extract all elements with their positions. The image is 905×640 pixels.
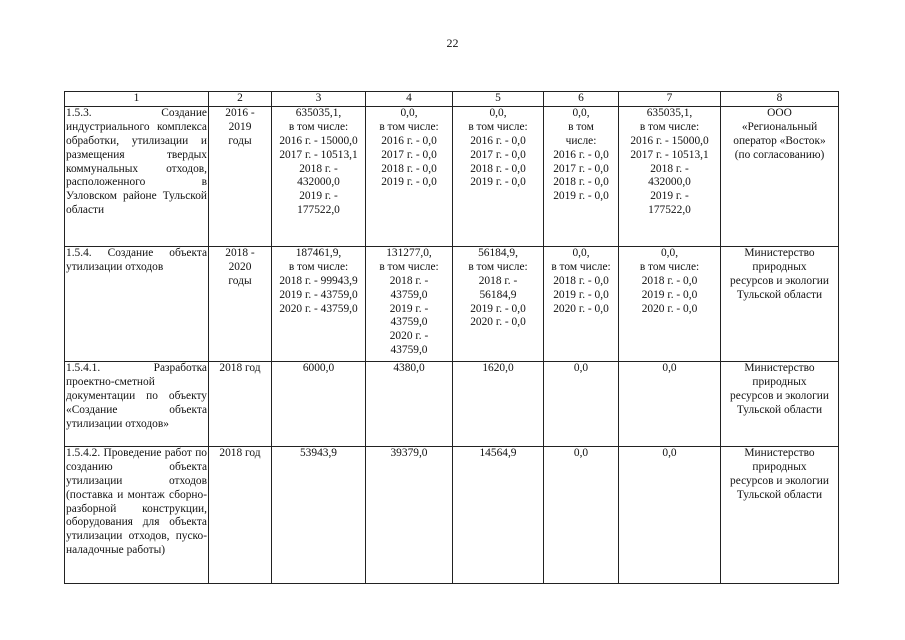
extrabudgetary-line: 2017 г. - 10513,1 [630,148,709,161]
federal-budget-line: 43759,0 [390,288,428,301]
total-funding-cell [272,361,366,446]
local-budget-cell [544,106,619,246]
federal-budget-cell [366,246,453,361]
local-budget-cell [544,361,619,446]
federal-budget-line: 2019 г. - 0,0 [381,176,437,189]
period-line: годы [228,134,252,147]
period-line: 2019 [228,120,252,133]
total-funding-line: 2016 г. - 15000,0 [279,134,358,147]
total-funding-cell [272,246,366,361]
total-funding-line: 2017 г. - 10513,1 [279,148,358,161]
federal-budget-line: 4380,0 [393,361,425,374]
federal-budget-line: 2018 г. - 0,0 [381,162,437,175]
responsible-executor-cell [721,446,839,583]
responsible-executor-line: ООО [767,106,792,119]
extrabudgetary-cell [619,361,721,446]
responsible-executor-line: Тульской области [736,288,823,301]
regional-budget-line: 2018 г. - 0,0 [470,162,526,175]
local-budget-line: 0,0, [572,246,590,259]
activity-description-line: 1.5.4.1. Разработка проектно-сметной документации по объекту «Создание объекта утилизации отходов» [66,361,207,430]
period-line: 2020 [228,260,252,273]
federal-budget-line: 131277,0, [386,246,432,259]
local-budget-line: в том [568,120,594,133]
local-budget-line: 0,0 [573,446,589,459]
local-budget-line: 2019 г. - 0,0 [553,288,609,301]
column-number-2: 2 [209,92,272,107]
federal-budget-cell [366,106,453,246]
total-funding-line: 2019 г. - [299,190,338,203]
table-body [65,106,839,583]
extrabudgetary-line: 2016 г. - 15000,0 [630,134,709,147]
responsible-executor-line: Министерство [744,246,815,259]
activity-description-line: 1.5.4. Создание объекта утилизации отходов [66,246,207,273]
regional-budget-line: в том числе: [468,120,528,133]
responsible-executor-line: Тульской области [736,403,823,416]
activity-description-cell [65,361,209,446]
local-budget-line: 2016 г. - 0,0 [553,148,609,161]
period-line: 2018 год [219,446,261,459]
regional-budget-line: в том числе: [468,260,528,273]
regional-budget-cell [453,361,544,446]
table-row [65,446,839,583]
federal-budget-line: 2016 г. - 0,0 [381,134,437,147]
activity-description-cell [65,106,209,246]
local-budget-line: числе: [565,134,597,147]
total-funding-line: 2018 г. - [299,162,338,175]
responsible-executor-line: природных [752,460,807,473]
extrabudgetary-line: 0,0, [660,246,679,259]
extrabudgetary-line: 2019 г. - [650,190,689,203]
local-budget-line: 0,0, [572,106,590,119]
local-budget-line: 2017 г. - 0,0 [553,162,609,175]
regional-budget-cell [453,246,544,361]
responsible-executor-line: Министерство [744,361,815,374]
responsible-executor-line: (по согласованию) [734,148,825,161]
federal-budget-line: в том числе: [379,120,439,133]
table-row [65,106,839,246]
activity-description-cell [65,446,209,583]
column-number-6: 6 [544,92,619,107]
local-budget-line: 2020 г. - 0,0 [553,302,609,315]
column-number-5: 5 [453,92,544,107]
extrabudgetary-line: 2020 г. - 0,0 [641,302,698,315]
responsible-executor-cell [721,246,839,361]
extrabudgetary-line: в том числе: [639,120,700,133]
extrabudgetary-line: 2019 г. - 0,0 [641,288,698,301]
local-budget-line: 2019 г. - 0,0 [553,190,609,203]
regional-budget-line: 56184,9 [479,288,517,301]
regional-budget-line: 2019 г. - 0,0 [470,176,526,189]
local-budget-line: в том числе: [551,260,611,273]
responsible-executor-line: природных [752,260,807,273]
local-budget-cell [544,246,619,361]
table-row [65,246,839,361]
responsible-executor-line: природных [752,375,807,388]
column-number-8: 8 [721,92,839,107]
regional-budget-line: 2018 г. - [478,274,518,287]
regional-budget-line: 2017 г. - 0,0 [470,148,526,161]
extrabudgetary-line: 2018 г. - 0,0 [641,274,698,287]
extrabudgetary-line: 432000,0 [648,176,691,189]
federal-budget-line: 39379,0 [390,446,428,459]
responsible-executor-line: ресурсов и экологии [730,474,829,487]
federal-budget-line: 2018 г. - [389,274,429,287]
extrabudgetary-line: 177522,0 [648,204,691,217]
federal-budget-line: 43759,0 [390,344,428,357]
responsible-executor-line: «Региональный [741,120,818,133]
total-funding-line: в том числе: [288,260,349,273]
extrabudgetary-cell [619,246,721,361]
extrabudgetary-line: в том числе: [639,260,700,273]
activity-description-line: 1.5.3. Создание индустриального комплекса обработки, утилизации и размещения твердых коммунальных отходов, расположенного в Узловском районе Тульской области [66,106,207,217]
regional-budget-line: 2016 г. - 0,0 [470,134,526,147]
federal-budget-line: 0,0, [400,106,418,119]
total-funding-line: 6000,0 [302,361,335,374]
local-budget-line: 2018 г. - 0,0 [553,274,609,287]
total-funding-line: 2019 г. - 43759,0 [279,288,358,301]
federal-budget-line: 43759,0 [390,316,428,329]
extrabudgetary-cell [619,446,721,583]
page-number: 22 [446,36,459,50]
period-cell [209,106,272,246]
regional-budget-line: 56184,9, [478,246,518,259]
extrabudgetary-line: 635035,1, [646,106,693,119]
regional-budget-line: 2019 г. - 0,0 [470,302,526,315]
total-funding-line: 53943,9 [299,446,338,459]
total-funding-cell [272,446,366,583]
activity-description-cell [65,246,209,361]
regional-budget-cell [453,446,544,583]
total-funding-line: 177522,0 [297,204,340,217]
responsible-executor-line: ресурсов и экологии [730,389,829,402]
total-funding-line: 432000,0 [297,176,340,189]
column-number-row [65,92,839,107]
responsible-executor-line: Тульской области [736,488,823,501]
local-budget-line: 2018 г. - 0,0 [553,176,609,189]
total-funding-line: 2018 г. - 99943,9 [279,274,358,287]
period-line: 2018 год [219,361,261,374]
extrabudgetary-line: 0,0 [662,361,677,374]
program-table [64,91,839,584]
local-budget-cell [544,446,619,583]
extrabudgetary-line: 0,0 [662,446,677,459]
federal-budget-line: 2019 г. - [389,302,429,315]
column-number-3: 3 [272,92,366,107]
column-number-7: 7 [619,92,721,107]
federal-budget-cell [366,361,453,446]
total-funding-line: в том числе: [288,120,349,133]
responsible-executor-line: ресурсов и экологии [730,274,829,287]
extrabudgetary-line: 2018 г. - [650,162,689,175]
federal-budget-line: в том числе: [379,260,439,273]
period-cell [209,246,272,361]
responsible-executor-line: Министерство [744,446,815,459]
regional-budget-line: 14564,9 [479,446,517,459]
column-number-1: 1 [65,92,209,107]
period-cell [209,361,272,446]
regional-budget-line: 1620,0 [482,361,514,374]
activity-description-line: 1.5.4.2. Проведение работ по созданию объекта утилизации отходов (поставка и монтаж сборно-разборной конструкции, оборудования для объекта утилизации отходов, пуско-наладочные работы) [66,446,207,557]
total-funding-line: 187461,9, [295,246,342,259]
period-line: 2016 - [225,106,255,119]
federal-budget-line: 2020 г. - [389,330,429,343]
federal-budget-line: 2017 г. - 0,0 [381,148,437,161]
total-funding-line: 2020 г. - 43759,0 [279,302,358,315]
period-line: годы [228,274,252,287]
local-budget-line: 0,0 [573,361,589,374]
responsible-executor-cell [721,106,839,246]
period-cell [209,446,272,583]
total-funding-line: 635035,1, [295,106,342,119]
responsible-executor-line: оператор «Восток» [733,134,826,147]
table-row [65,361,839,446]
responsible-executor-cell [721,361,839,446]
total-funding-cell [272,106,366,246]
period-line: 2018 - [225,246,255,259]
regional-budget-line: 2020 г. - 0,0 [470,316,526,329]
regional-budget-cell [453,106,544,246]
regional-budget-line: 0,0, [489,106,507,119]
federal-budget-cell [366,446,453,583]
column-number-4: 4 [366,92,453,107]
extrabudgetary-cell [619,106,721,246]
